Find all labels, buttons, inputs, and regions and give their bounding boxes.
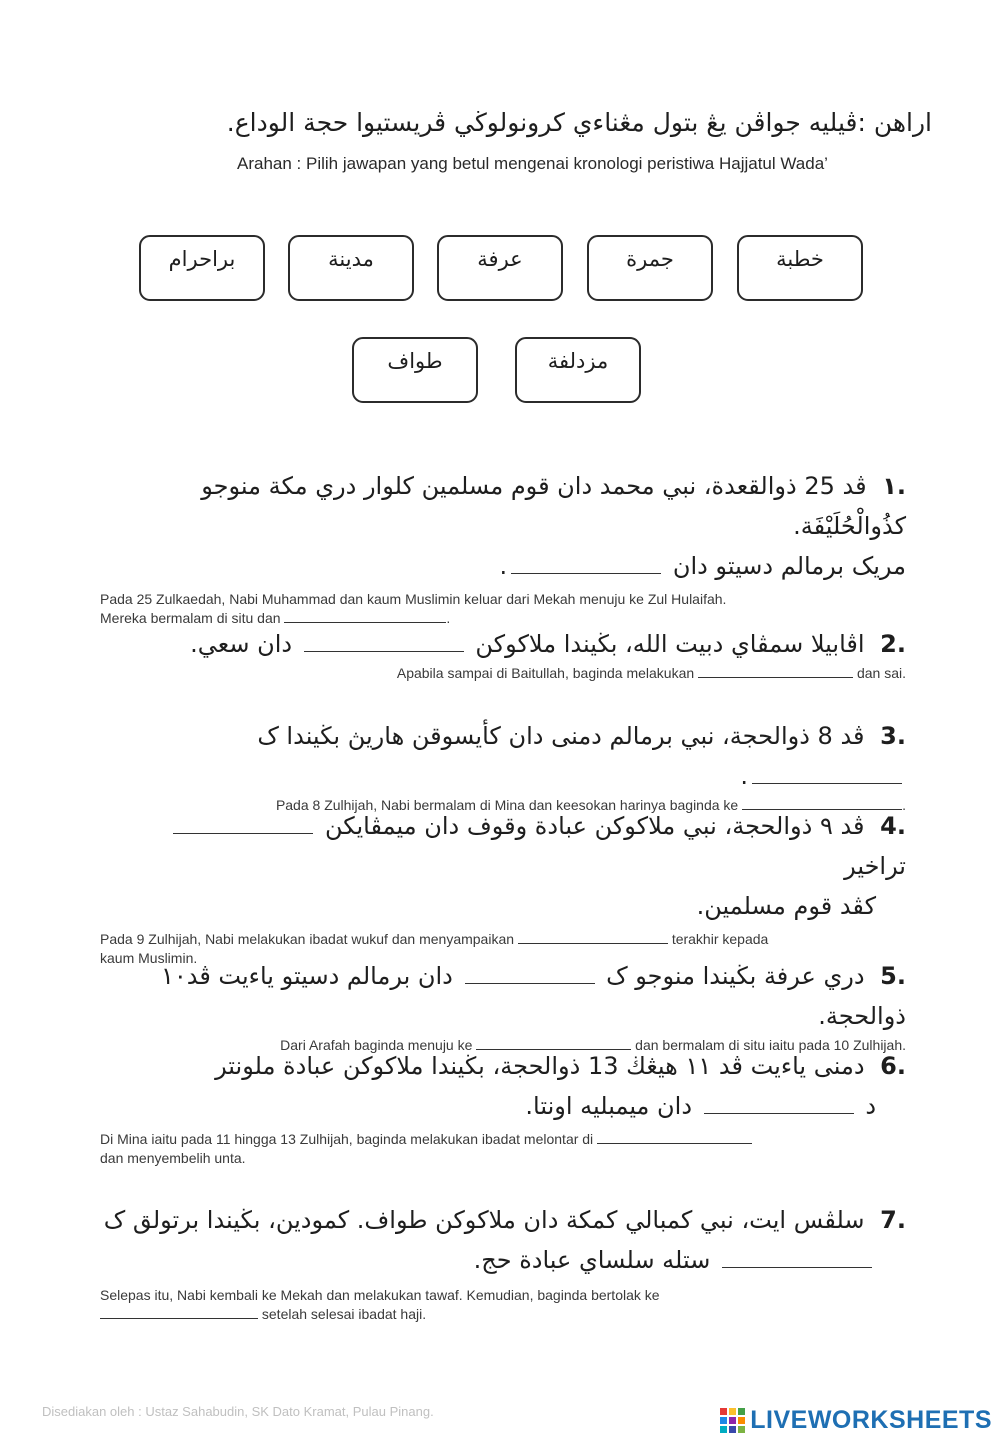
- logo-square: [720, 1417, 727, 1424]
- answer-blank[interactable]: [518, 931, 668, 944]
- question-number: .2: [880, 630, 906, 658]
- liveworksheets-logo[interactable]: [720, 1406, 992, 1435]
- question-number: .6: [880, 1052, 906, 1080]
- question-6: [100, 1046, 906, 1168]
- question-jawi-text: اڤابيلا سمڤاي دبيت الله، بڬيندا ملاكوكن: [475, 630, 865, 658]
- question-rumi-text: setelah selesai ibadat haji.: [261, 1306, 427, 1322]
- question-2: [100, 624, 906, 683]
- answer-blank-jawi[interactable]: [511, 559, 661, 574]
- question-rumi-text: Apabila sampai di Baitullah, baginda melakukan: [396, 665, 695, 681]
- question-1: [100, 466, 906, 628]
- question-jawi-text: ڤد 8 ذوالحجة، نبي برمالم دمنى دان كأيسوقن هاريڽ بڬيندا ک: [257, 722, 865, 750]
- question-number: .١: [882, 472, 906, 500]
- question-rumi-text: .: [446, 610, 451, 626]
- question-jawi-text: ڤد 25 ذوالقعدة، نبي محمد دان قوم مسلمين كلوار دري مكة منوجو كذُوالْحُلَيْفَة.: [201, 472, 906, 540]
- footer-credit: Disediakan oleh : Ustaz Sahabudin, SK Dato Kramat, Pulau Pinang.: [42, 1404, 434, 1419]
- question-jawi-text: كڤد قوم مسلمين.: [696, 892, 876, 920]
- word-box-arafah[interactable]: عرفة: [437, 235, 563, 301]
- liveworksheets-brand: LIVEWORKSHEETS: [750, 1406, 992, 1434]
- question-jawi-text: ڤد ٩ ذوالحجة، نبي ملاكوكن عبادة وقوف دان ميمڤايكن: [324, 812, 865, 840]
- question-jawi-text: دان ميمبليه اونتا.: [525, 1092, 693, 1120]
- question-rumi-text: terakhir kepada: [671, 931, 769, 947]
- question-jawi-text: دان سعي.: [190, 630, 293, 658]
- question-rumi-text: .: [902, 797, 906, 813]
- question-rumi-text: Mereka bermalam di situ dan: [100, 610, 281, 626]
- word-box-khutbah[interactable]: خطبة: [737, 235, 863, 301]
- question-jawi-text: سلڤس ايت، نبي كمبالي كمكة دان ملاكوكن طواف. كمودين، بڬيندا برتولق ک: [103, 1206, 865, 1234]
- question-rumi-text: Di Mina iaitu pada 11 hingga 13 Zulhijah, baginda melakukan ibadat melontar di: [100, 1131, 594, 1147]
- answer-blank[interactable]: [100, 1306, 258, 1319]
- question-4: [100, 806, 906, 968]
- question-jawi-text: تراخير: [844, 852, 906, 880]
- question-rumi-text: Dari Arafah baginda menuju ke: [280, 1037, 473, 1053]
- question-3: [100, 716, 906, 815]
- logo-square: [738, 1417, 745, 1424]
- question-rumi-text: dan bermalam di situ iaitu pada 10 Zulhijah.: [635, 1037, 906, 1053]
- question-7: [100, 1200, 906, 1324]
- question-number: .3: [880, 722, 906, 750]
- logo-square: [738, 1426, 745, 1433]
- word-box-berihram[interactable]: براحرام: [139, 235, 265, 301]
- answer-blank[interactable]: [698, 665, 853, 678]
- question-jawi-text: دان برمالم دسيتو ياءيت ڤد١٠ ذوالحجة.: [160, 962, 906, 1030]
- logo-square: [729, 1426, 736, 1433]
- question-number: .5: [880, 962, 906, 990]
- question-5: [100, 956, 906, 1055]
- logo-square: [720, 1426, 727, 1433]
- question-number: .4: [880, 812, 906, 840]
- question-rumi-text: kaum Muslimin.: [100, 950, 198, 966]
- question-rumi-text: Selepas itu, Nabi kembali ke Mekah dan melakukan tawaf. Kemudian, baginda bertolak ke: [100, 1287, 660, 1303]
- word-box-madinah[interactable]: مدينة: [288, 235, 414, 301]
- question-number: .7: [880, 1206, 906, 1234]
- question-jawi-text: ستله سلساي عبادة حج.: [473, 1246, 711, 1274]
- instruction-rumi: Arahan : Pilih jawapan yang betul mengenai kronologi peristiwa Hajjatul Wada’: [237, 154, 828, 173]
- word-box-jamrah[interactable]: جمرة: [587, 235, 713, 301]
- answer-blank-jawi[interactable]: [722, 1253, 872, 1268]
- instruction-jawi: اراهن :ڤيليه جواڤن يڠ بتول مڠناءي كرونولوڬي ڤريستيوا حجة الوداع.: [226, 108, 932, 137]
- question-jawi-text: .: [499, 552, 508, 580]
- question-jawi-text: مريک برمالم دسيتو دان: [672, 552, 906, 580]
- logo-square: [738, 1408, 745, 1415]
- answer-blank-jawi[interactable]: [173, 819, 313, 834]
- question-rumi-text: Pada 25 Zulkaedah, Nabi Muhammad dan kaum Muslimin keluar dari Mekah menuju ke Zul Hulaifah.: [100, 591, 727, 607]
- question-jawi-text: د: [865, 1092, 876, 1120]
- answer-blank[interactable]: [597, 1131, 752, 1144]
- logo-square: [729, 1408, 736, 1415]
- question-rumi-text: Pada 8 Zulhijah, Nabi bermalam di Mina dan keesokan harinya baginda ke: [275, 797, 739, 813]
- answer-blank-jawi[interactable]: [465, 969, 595, 984]
- answer-blank-jawi[interactable]: [752, 769, 902, 784]
- logo-square: [729, 1417, 736, 1424]
- answer-blank-jawi[interactable]: [704, 1099, 854, 1114]
- question-rumi-text: dan menyembelih unta.: [100, 1150, 246, 1166]
- question-jawi-text: دمنى ياءيت ڤد ١١ هيڠڬ 13 ذوالحجة، بڬيندا ملاكوكن عبادة ملونتر: [215, 1052, 865, 1080]
- word-box-muzdalifah[interactable]: مزدلفة: [515, 337, 641, 403]
- liveworksheets-logo-icon: [720, 1408, 745, 1433]
- word-box-tawaf[interactable]: طواف: [352, 337, 478, 403]
- answer-blank[interactable]: [284, 610, 446, 623]
- logo-square: [720, 1408, 727, 1415]
- question-rumi-text: dan sai.: [856, 665, 906, 681]
- answer-blank-jawi[interactable]: [304, 637, 464, 652]
- question-rumi-text: Pada 9 Zulhijah, Nabi melakukan ibadat wukuf dan menyampaikan: [100, 931, 515, 947]
- question-jawi-text: دري عرفة بڬيندا منوجو ک: [606, 962, 865, 990]
- question-jawi-text: .: [740, 762, 748, 790]
